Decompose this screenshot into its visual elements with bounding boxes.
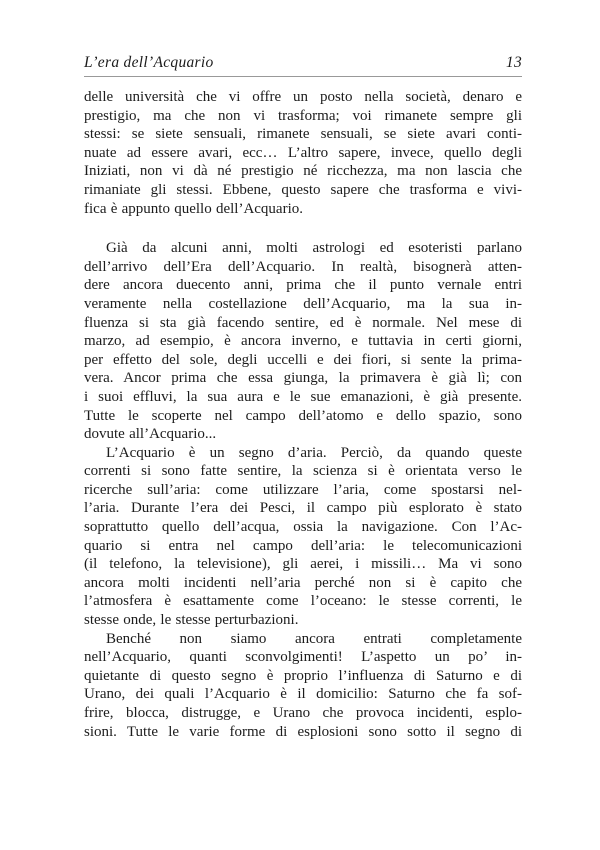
text-line: nuate ad essere avari, ecc… L’altro sapere, invece, quello degli xyxy=(84,144,522,161)
paragraph xyxy=(84,88,522,218)
running-header-title: L’era dell’Acquario xyxy=(84,54,214,71)
paragraph xyxy=(84,444,522,630)
text-line: veramente nella costellazione dell’Acquario, ma la sua in- xyxy=(84,295,522,312)
text-line: Tutte le scoperte nel campo dell’atomo e dello spazio, sono xyxy=(84,407,522,424)
text-line: soprattutto quello dell’acqua, ossia la navigazione. Con l’Ac- xyxy=(84,519,522,536)
text-line: rimaniate gli stessi. Ebbene, questo sapere che trasforma e vivi- xyxy=(84,181,522,198)
text-line: frire, blocca, distrugge, e Urano che provoca incidenti, esplo- xyxy=(84,705,522,721)
text-line: Benché non siamo ancora entrati completamente xyxy=(106,630,522,647)
text-line: (il telefono, la televisione), gli aerei, i missili… Ma vi sono xyxy=(84,556,522,573)
text-line: quietante di questo segno è proprio l’influenza di Saturno e di xyxy=(84,667,522,684)
text-block xyxy=(84,88,522,741)
text-line: vera. Ancor prima che essa giunga, la primavera è già lì; con xyxy=(84,370,522,387)
text-line: l’aria. Durante l’era dei Pesci, il campo più esplorato è stato xyxy=(84,500,522,517)
text-line: Urano, dei quali l’Acquario è il domicilio: Saturno che fa sof- xyxy=(84,686,522,703)
text-line: dovute all’Acquario... xyxy=(84,426,217,443)
text-line: prestigio, ma che non vi trasforma; voi rimanete sempre gli xyxy=(84,107,522,124)
text-line: delle università che vi offre un posto nella società, denaro e xyxy=(84,89,522,105)
text-line: Già da alcuni anni, molti astrologi ed esoteristi parlano xyxy=(106,240,522,257)
text-line: dell’arrivo dell’Era dell’Acquario. In realtà, bisognerà atten- xyxy=(84,258,522,275)
text-line: nell’Acquario, quanti sconvolgimenti! L’aspetto un po’ in- xyxy=(84,649,522,666)
page-number: 13 xyxy=(505,54,522,71)
text-line: Iniziati, non vi dà né prestigio né ricchezza, ma non lascia che xyxy=(84,163,522,180)
text-line: dere ancora duecento anni, prima che il punto vernale entri xyxy=(84,277,522,294)
text-line: ricerche sull’aria: come utilizzare l’aria, come spostarsi nel- xyxy=(84,481,522,498)
text-line: fica è appunto quello dell’Acquario. xyxy=(84,200,304,217)
text-line: quario si entra nel campo dell’aria: le telecomunicazioni xyxy=(84,537,522,554)
text-line: marzo, ad esempio, è ancora inverno, e tuttavia in certi giorni, xyxy=(84,333,522,350)
text-line: stessi: se siete sensuali, rimanete sensuali, se siete avari conti- xyxy=(84,126,522,143)
text-line: ancora molti incidenti nell’aria perché non si è capito che xyxy=(84,574,522,591)
text-line: i suoi effluvi, la sua aura e le sue emanazioni, è già presente. xyxy=(84,388,522,405)
text-line: per effetto del sole, degli uccelli e dei fiori, si sente la prima- xyxy=(84,351,522,368)
paragraph xyxy=(84,239,522,444)
text-line: fluenza si sta già facendo sentire, ed è normale. Nel mese di xyxy=(84,314,522,331)
text-line: sioni. Tutte le varie forme di esplosioni sono sotto il segno di xyxy=(84,723,522,740)
text-line: L’Acquario è un segno d’aria. Perciò, da quando queste xyxy=(106,444,522,461)
text-line: l’atmosfera è esattamente come l’oceano: le stesse correnti, le xyxy=(84,593,522,610)
header-rule xyxy=(84,76,522,77)
text-line: stesse onde, le stesse perturbazioni. xyxy=(84,612,299,629)
paragraph xyxy=(84,630,522,742)
text-line: correnti si sono fatte sentire, la scienza si è orientata verso le xyxy=(84,463,522,480)
running-header xyxy=(84,54,522,72)
